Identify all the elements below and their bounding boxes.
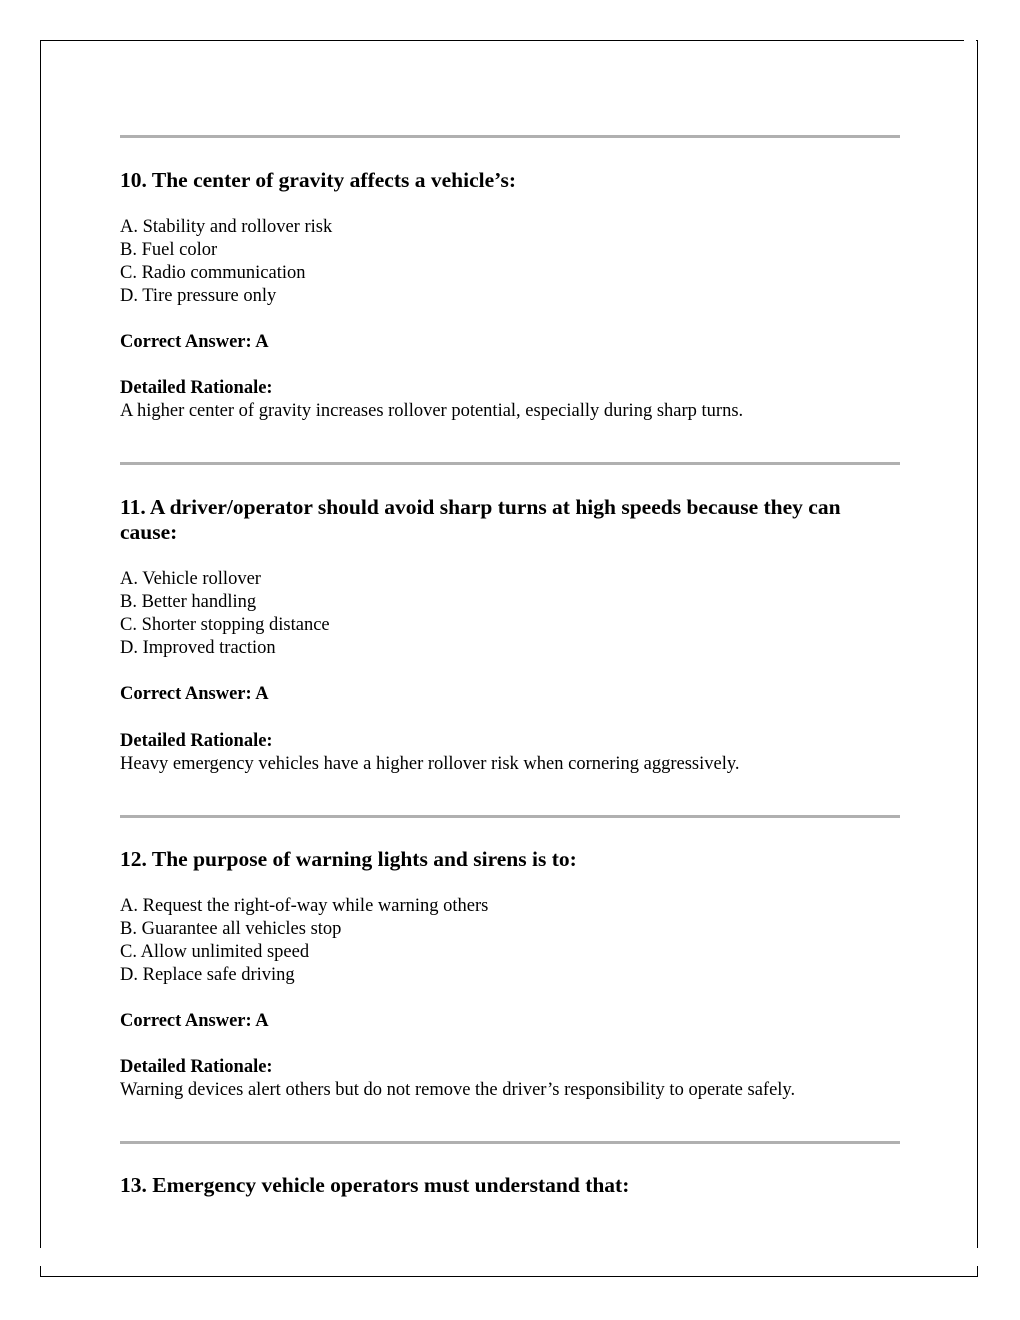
option-d: D. Tire pressure only — [120, 286, 277, 306]
option-d: D. Improved traction — [120, 638, 276, 658]
question-11-rationale: Heavy emergency vehicles have a higher rollover risk when cornering aggressively. — [120, 754, 740, 774]
question-10-correct-answer: Correct Answer: A — [120, 332, 269, 352]
question-13-title: 13. Emergency vehicle operators must understand that: — [120, 1173, 630, 1197]
frame-gap-bottom-left — [38, 1248, 42, 1266]
section-divider — [120, 1141, 900, 1144]
frame-gap-top-right — [964, 38, 976, 42]
question-12-rationale-label: Detailed Rationale: — [120, 1057, 273, 1077]
option-a: A. Vehicle rollover — [120, 569, 261, 589]
option-a: A. Stability and rollover risk — [120, 217, 333, 237]
question-10-rationale: A higher center of gravity increases rollover potential, especially during sharp turns. — [120, 401, 744, 421]
question-10-title: 10. The center of gravity affects a vehicle’s: — [120, 168, 517, 192]
question-10-rationale-label: Detailed Rationale: — [120, 378, 273, 398]
section-divider — [120, 815, 900, 818]
option-a: A. Request the right-of-way while warning others — [120, 896, 489, 916]
question-11-title: 11. A driver/operator should avoid sharp turns at high speeds because they can cause: — [120, 495, 841, 544]
question-12-correct-answer: Correct Answer: A — [120, 1011, 269, 1031]
question-10-options — [120, 216, 900, 308]
section-divider — [120, 135, 900, 138]
question-12-options — [120, 895, 900, 987]
question-12-title: 12. The purpose of warning lights and sirens is to: — [120, 847, 577, 871]
option-c: C. Allow unlimited speed — [120, 942, 310, 962]
option-b: B. Better handling — [120, 592, 257, 612]
section-divider — [120, 462, 900, 465]
option-b: B. Guarantee all vehicles stop — [120, 919, 342, 939]
question-12-rationale: Warning devices alert others but do not remove the driver’s responsibility to operate safely. — [120, 1080, 796, 1100]
question-11-options — [120, 568, 900, 660]
option-c: C. Radio communication — [120, 263, 306, 283]
option-d: D. Replace safe driving — [120, 965, 295, 985]
question-11-rationale-label: Detailed Rationale: — [120, 731, 273, 751]
question-11-correct-answer: Correct Answer: A — [120, 684, 269, 704]
option-b: B. Fuel color — [120, 240, 218, 260]
option-c: C. Shorter stopping distance — [120, 615, 330, 635]
frame-gap-bottom-right — [976, 1248, 980, 1266]
